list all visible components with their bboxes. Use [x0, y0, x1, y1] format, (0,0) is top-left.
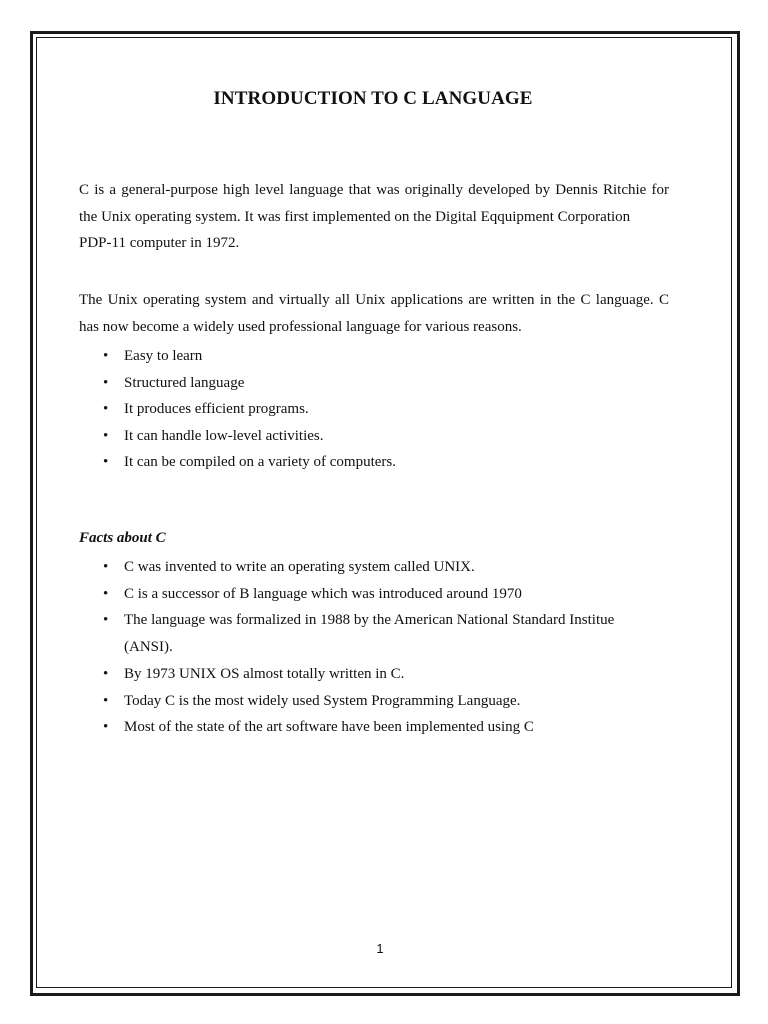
list-item-text: Today C is the most widely used System Programming Language. [124, 692, 521, 709]
bullet-icon: • [103, 374, 109, 391]
list-item-text: The language was formalized in 1988 by the American National Standard Institue [124, 612, 615, 629]
list-item [79, 343, 679, 370]
list-item [79, 449, 679, 476]
bullet-icon: • [103, 348, 109, 364]
paragraph-line: PDP-11 computer in 1972. [79, 235, 240, 251]
list-item-text: It produces efficient programs. [124, 401, 309, 418]
paragraph-unix [79, 287, 669, 340]
list-item-text: Easy to learn [124, 348, 203, 364]
list-item-text-continued: (ANSI). [124, 638, 173, 655]
paragraph-line: The Unix operating system and virtually all Unix applications are written in the C language. C [79, 292, 669, 308]
reasons-list [79, 343, 679, 476]
list-item-text: By 1973 UNIX OS almost totally written in C. [124, 666, 405, 683]
bullet-icon: • [103, 454, 109, 471]
list-item [79, 607, 679, 661]
list-item [79, 554, 679, 581]
list-item-text: Most of the state of the art software have been implemented using C [124, 719, 534, 736]
list-item [79, 396, 679, 423]
list-item [79, 661, 679, 688]
bullet-icon: • [103, 559, 109, 575]
paragraph-intro [79, 177, 669, 257]
list-item-text: C was invented to write an operating system called UNIX. [124, 559, 475, 575]
list-item [79, 581, 679, 608]
bullet-icon: • [103, 585, 109, 602]
list-item [79, 688, 679, 715]
bullet-icon: • [103, 719, 109, 736]
list-item [79, 423, 679, 450]
document-title: INTRODUCTION TO C LANGUAGE [213, 88, 533, 109]
page-number: 1 [376, 941, 384, 956]
list-item-text: C is a successor of B language which was introduced around 1970 [124, 585, 522, 602]
paragraph-line: the Unix operating system. It was first implemented on the Digital Eqquipment Corporation [79, 208, 631, 225]
paragraph-line: C is a general-purpose high level language that was originally developed by Dennis Ritchie for [79, 182, 669, 198]
list-item [79, 370, 679, 397]
paragraph-line: has now become a widely used professional language for various reasons. [79, 318, 522, 335]
list-item-text: Structured language [124, 374, 245, 391]
bullet-icon: • [103, 612, 109, 629]
list-item-text: It can handle low-level activities. [124, 427, 324, 444]
list-item [79, 714, 679, 741]
bullet-icon: • [103, 692, 109, 709]
facts-list [79, 554, 679, 741]
bullet-icon: • [103, 427, 109, 444]
bullet-icon: • [103, 401, 109, 418]
facts-heading: Facts about C [79, 530, 166, 546]
bullet-icon: • [103, 666, 109, 683]
list-item-text: It can be compiled on a variety of computers. [124, 454, 396, 471]
